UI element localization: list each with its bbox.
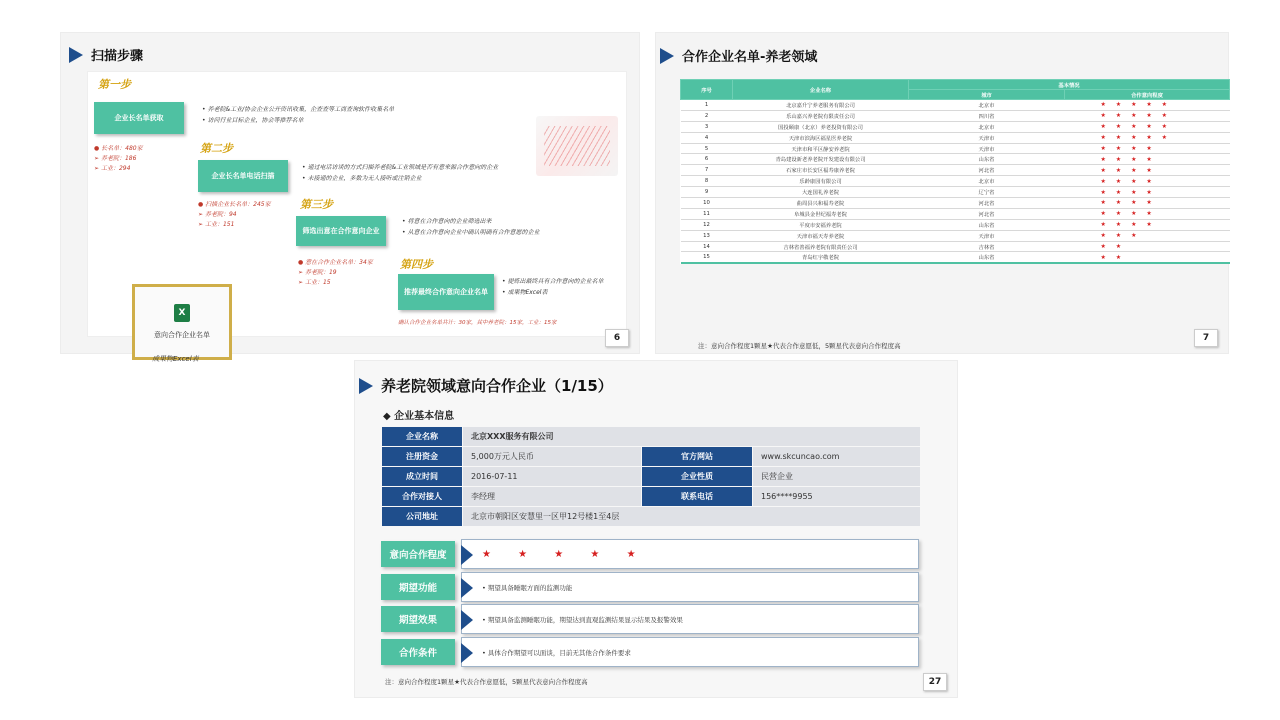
row-city: 山东省 [909,154,1065,165]
contact-phone: 156****9955 [753,487,920,506]
section-text: • 期望具备睡眠方面的监测功能 [482,583,572,592]
rating-note: 注：意向合作程度1颗星★代表合作意愿低，5颗星代表意向合作程度高 [385,678,588,686]
title-arrow-icon [359,378,373,394]
row-stars: ★ ★ [1065,252,1230,263]
excel-icon: X [174,304,190,322]
section-label: 期望功能 [381,574,455,600]
info-label: 合作对接人 [382,487,462,506]
contact-person: 李经理 [463,487,641,506]
slide-title-row [69,45,143,64]
section-box [461,604,919,634]
row-stars: ★ ★ ★ ★ ★ [1065,132,1230,143]
step2-stat: ➢ 养老院：94 [198,210,271,220]
row-city: 河北省 [909,208,1065,219]
row-stars: ★ ★ ★ [1065,230,1230,241]
step3-bullet: • 将意在合作意向的企业筛选出来 [402,216,539,227]
table-row [681,154,1230,165]
step4-bullets [502,276,606,298]
row-stars: ★ ★ ★ ★ [1065,198,1230,209]
row-no: 6 [681,154,733,165]
step2-stats [198,200,271,230]
website: www.skcuncao.com [753,447,920,466]
col-header-group: 基本情况 [909,80,1230,90]
row-company: 天津市滨海区福星医养老院 [733,132,909,143]
info-label: 联系电话 [642,487,752,506]
step1-heading: 第一步 [98,78,131,91]
step1-box: 企业长名单获取 [94,102,184,134]
row-company: 青岛红宇敬老院 [733,252,909,263]
step2-bullet: • 通过电话访谈的方式扫描养老院&工业领域是否有意来源合作意向的企业 [302,162,498,173]
row-no: 7 [681,165,733,176]
info-label: 成立时间 [382,467,462,486]
step1-bullet: • 访问行业目标企业，协会等推荐名单 [202,115,394,126]
slide-title: 养老院领域意向合作企业（1/15） [381,377,613,395]
partner-table-body [681,100,1230,263]
row-no: 10 [681,198,733,209]
step3-bullet: • 从意在合作意向企业中确认明确有合作意愿的企业 [402,227,539,238]
step1-stats [94,144,143,174]
slide-partner-list [655,32,1229,354]
row-company: 石家庄市长安区福寿康养老院 [733,165,909,176]
row-stars: ★ ★ [1065,241,1230,252]
step4-bullet: • 成果物Excel表 [502,287,606,298]
step3-stat: ➢ 工业：15 [298,278,373,288]
section-label: 合作条件 [381,639,455,665]
slide-scan-steps [60,32,640,363]
step1-bullet: • 养老院&工业/协会企业公开资讯收集，企查查等工商查询软件收集名单 [202,104,394,115]
row-company: 阜城县金世纪福寿老院 [733,208,909,219]
step3-stat: ● 意在合作企业名单：34家 [298,258,373,268]
rating-stars: ★ ★ ★ ★ ★ [482,548,648,560]
step1-stat: ➢ 工业：294 [94,164,143,174]
step2-bullet: • 未接通的企业，多数为无人接听或注销企业 [302,173,498,184]
step1-stat: ➢ 养老院：186 [94,154,143,164]
excel-output-card [132,284,232,360]
row-company: 国投颐康（北京）养老投资有限公司 [733,121,909,132]
table-row [681,219,1230,230]
title-arrow-icon [69,47,83,63]
row-stars: ★ ★ ★ ★ [1065,176,1230,187]
row-city: 四川省 [909,110,1065,121]
step4-bullet: • 提炼出最终具有合作意向的企业名单 [502,276,606,287]
info-label: 公司地址 [382,507,462,526]
step2-box: 企业长名单电话扫描 [198,160,288,192]
row-no: 11 [681,208,733,219]
step4-summary: 确认合作企业名单共计：30家，其中养老院：15家，工业：15家 [398,320,557,326]
section-text: • 具体合作期望可以面谈，目前无其他合作条件要求 [482,648,631,657]
section-cooperation-terms [381,637,921,667]
table-row [681,208,1230,219]
table-row [681,132,1230,143]
row-city: 天津市 [909,143,1065,154]
table-row [681,230,1230,241]
section-label: 期望效果 [381,606,455,632]
table-row [681,198,1230,209]
row-stars: ★ ★ ★ ★ ★ [1065,110,1230,121]
row-stars: ★ ★ ★ ★ [1065,143,1230,154]
row-no: 3 [681,121,733,132]
table-row [681,187,1230,198]
section-subtitle: ◆ 企业基本信息 [383,411,455,422]
row-city: 吉林省 [909,241,1065,252]
row-company: 北京嘉升宁养老服务有限公司 [733,100,909,111]
row-company: 大连国礼养老院 [733,187,909,198]
rating-note: 注：意向合作程度1颗星★代表合作意愿低，5颗星代表意向合作程度高 [698,342,901,350]
step3-stats [298,258,373,288]
section-expected-effect [381,604,921,634]
row-no: 2 [681,110,733,121]
steps-panel [87,71,627,363]
col-header-name: 企业名称 [733,80,909,100]
row-stars: ★ ★ ★ ★ [1065,219,1230,230]
table-row [681,165,1230,176]
step1-stat: ● 长名单：480家 [94,144,143,154]
info-label: 注册资金 [382,447,462,466]
row-city: 河北省 [909,198,1065,209]
company-name: 北京XXX服务有限公司 [463,427,920,446]
info-label: 企业名称 [382,427,462,446]
step2-stat: ➢ 工业：151 [198,220,271,230]
step3-bullets [402,216,539,238]
row-city: 北京市 [909,176,1065,187]
title-arrow-icon [660,48,674,64]
partner-table [680,79,1230,264]
row-company: 曲周县兴和福寿老院 [733,198,909,209]
section-box [461,572,919,602]
step2-bullets [302,162,498,184]
row-company: 天津市福天寿养老院 [733,230,909,241]
row-city: 辽宁省 [909,187,1065,198]
table-row [681,252,1230,263]
page-number: 7 [1194,329,1218,347]
page-number: 27 [923,673,947,691]
row-no: 12 [681,219,733,230]
row-stars: ★ ★ ★ ★ ★ [1065,121,1230,132]
row-stars: ★ ★ ★ ★ ★ [1065,100,1230,111]
excel-result-label: 成果物Excel表 [152,355,199,363]
row-company: 天津市和平区静安养老院 [733,143,909,154]
row-no: 13 [681,230,733,241]
row-city: 北京市 [909,121,1065,132]
table-row [681,143,1230,154]
company-nature: 民营企业 [753,467,920,486]
step3-heading: 第三步 [300,198,333,211]
table-row [681,241,1230,252]
slide-title: 扫描步骤 [91,49,144,64]
row-no: 9 [681,187,733,198]
row-city: 北京市 [909,100,1065,111]
step4-heading: 第四步 [400,258,433,271]
scan-illustration [536,116,618,176]
row-city: 山东省 [909,252,1065,263]
slide-company-detail [354,360,958,698]
step3-stat: ➢ 养老院：19 [298,268,373,278]
step3-box: 筛选出意在合作意向企业 [296,216,386,246]
step1-bullets [202,104,394,126]
registered-capital: 5,000万元人民币 [463,447,641,466]
section-text: • 期望具备监测睡眠功能，期望达到直观监测结果显示结果及报警效果 [482,615,683,624]
company-address: 北京市朝阳区安慧里一区甲12号楼1至4层 [463,507,920,526]
row-company: 乐山嘉兴养老院有限责任公司 [733,110,909,121]
slide-title: 合作企业名单-养老领域 [682,50,818,65]
info-label: 官方网站 [642,447,752,466]
row-stars: ★ ★ ★ ★ [1065,154,1230,165]
row-no: 8 [681,176,733,187]
row-no: 4 [681,132,733,143]
col-header-level: 合作意向程度 [1065,90,1230,100]
table-row [681,176,1230,187]
section-intent-level [381,539,921,569]
page-number: 6 [605,329,629,347]
step2-heading: 第二步 [200,142,233,155]
section-box [461,637,919,667]
row-stars: ★ ★ ★ ★ [1065,208,1230,219]
slide-title-row [359,375,613,396]
col-header-city: 城市 [909,90,1065,100]
table-row [681,121,1230,132]
row-stars: ★ ★ ★ ★ [1065,187,1230,198]
step4-box: 推荐最终合作意向企业名单 [398,274,494,310]
info-label: 企业性质 [642,467,752,486]
slide-title-row [660,46,817,65]
excel-label: 意向合作企业名单 [154,331,210,339]
section-expected-function [381,572,921,602]
section-box [461,539,919,569]
row-no: 1 [681,100,733,111]
row-stars: ★ ★ ★ ★ [1065,165,1230,176]
row-city: 天津市 [909,132,1065,143]
row-no: 15 [681,252,733,263]
row-company: 平度市安福养老院 [733,219,909,230]
row-company: 青岛建设新老养老院开发建设有限公司 [733,154,909,165]
company-info-table [381,426,921,527]
row-no: 5 [681,143,733,154]
founded-date: 2016-07-11 [463,467,641,486]
row-city: 河北省 [909,165,1065,176]
row-city: 山东省 [909,219,1065,230]
row-company: 吉林省善福养老院有限责任公司 [733,241,909,252]
table-row [681,110,1230,121]
table-row [681,100,1230,111]
col-header-no: 序号 [681,80,733,100]
row-city: 天津市 [909,230,1065,241]
row-no: 14 [681,241,733,252]
section-label: 意向合作程度 [381,541,455,567]
step2-stat: ● 扫描企业长名单：245家 [198,200,271,210]
row-company: 乐龄康园有限公司 [733,176,909,187]
